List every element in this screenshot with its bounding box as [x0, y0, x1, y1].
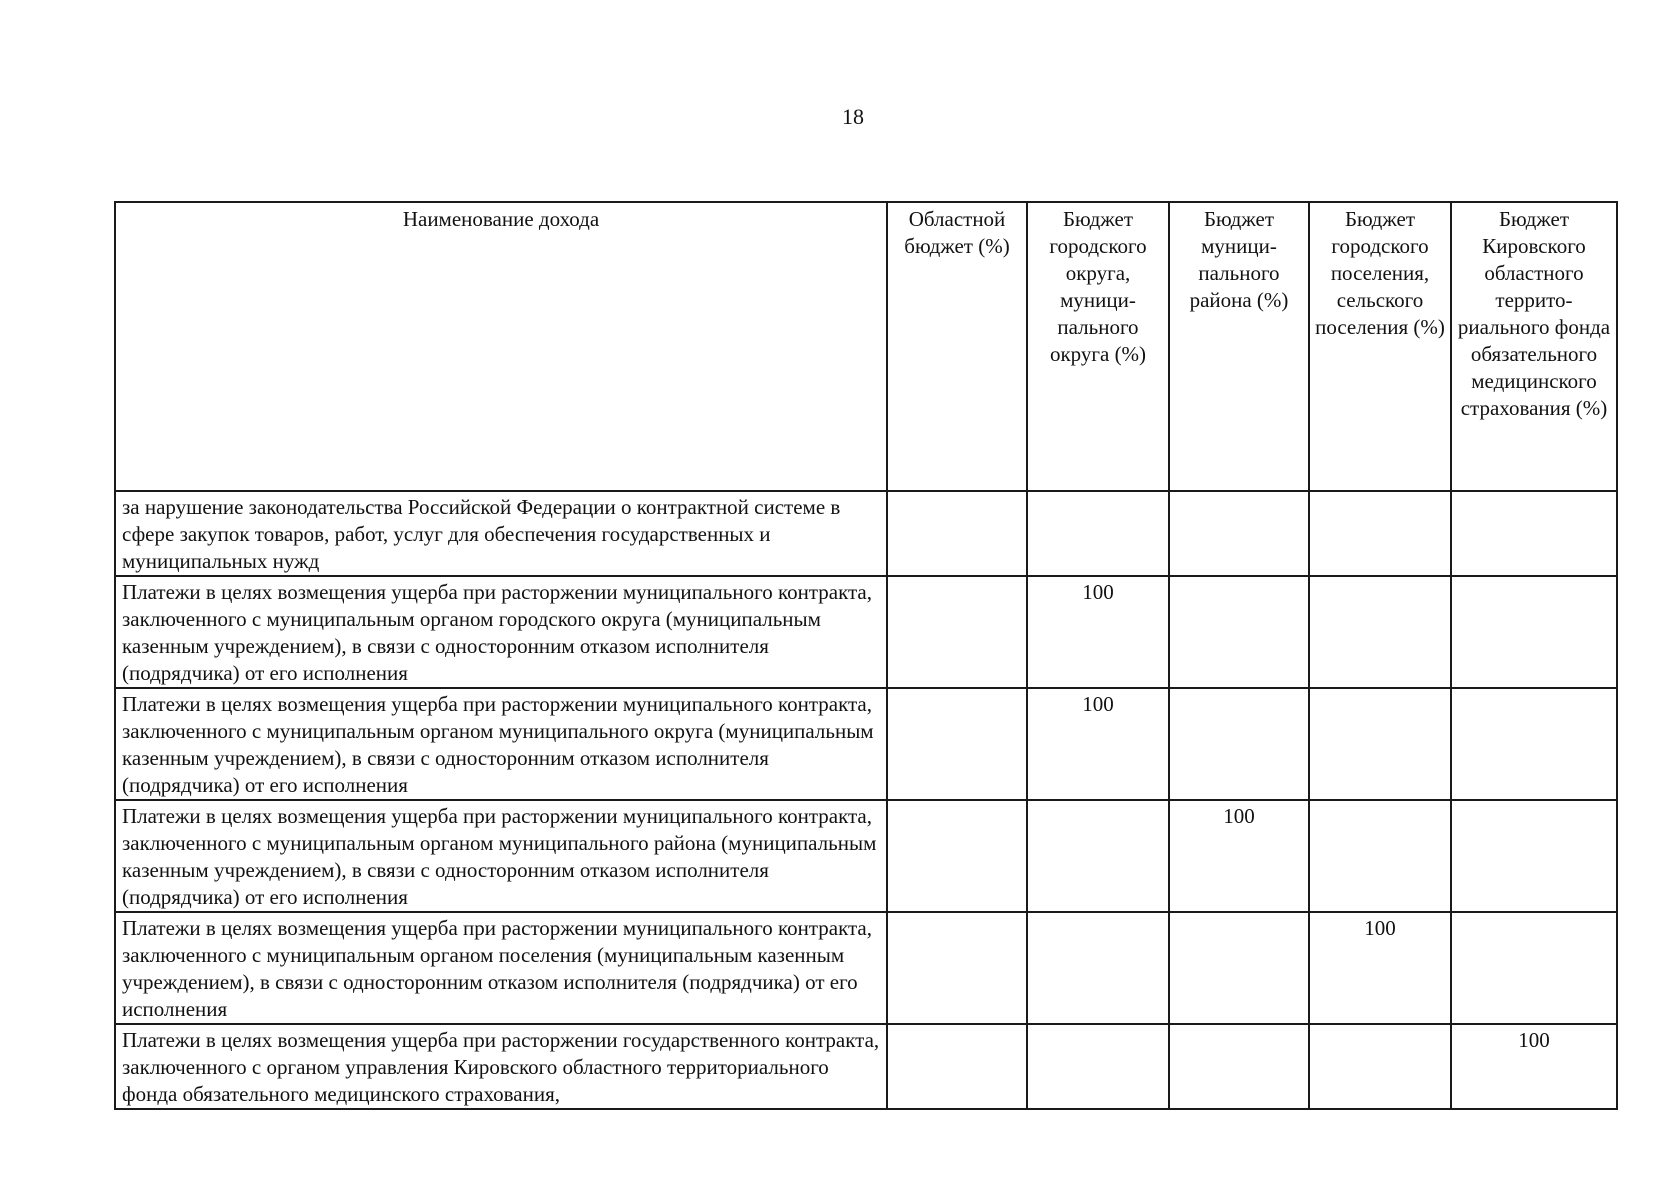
table-row [115, 576, 1617, 688]
income-name-cell: Платежи в целях возмещения ущерба при расторжении государственного контракта, заключенного с органом управления Кировского областного территориального фонда обязательного медицинского страхования, [115, 1024, 887, 1109]
municipal-district-budget-cell [1169, 491, 1309, 576]
income-name-cell: за нарушение законодательства Российской Федерации о контрактной системе в сфере закупок товаров, работ, услуг для обеспечения государственных и муниципальных нужд [115, 491, 887, 576]
settlement-budget-cell [1309, 688, 1451, 800]
regional-budget-cell [887, 912, 1027, 1024]
city-district-budget-cell [1027, 800, 1169, 912]
city-district-budget-cell [1027, 491, 1169, 576]
regional-budget-cell [887, 800, 1027, 912]
revenue-distribution-table [114, 201, 1618, 1110]
header-municipal-district-budget: Бюджет муници-пального района (%) [1169, 202, 1309, 491]
table-row [115, 688, 1617, 800]
health-fund-budget-cell: 100 [1451, 1024, 1617, 1109]
table-row [115, 1024, 1617, 1109]
city-district-budget-cell [1027, 1024, 1169, 1109]
income-name-cell: Платежи в целях возмещения ущерба при расторжении муниципального контракта, заключенного с муниципальным органом городского округа (муниципальным казенным учреждением), в связи с односторонним отказом исполнителя (подрядчика) от его исполнения [115, 576, 887, 688]
table-row [115, 800, 1617, 912]
table-header [115, 202, 1617, 491]
health-fund-budget-cell [1451, 576, 1617, 688]
health-fund-budget-cell [1451, 491, 1617, 576]
page-number: 18 [842, 104, 864, 129]
header-row [115, 202, 1617, 491]
settlement-budget-cell [1309, 800, 1451, 912]
regional-budget-cell [887, 688, 1027, 800]
income-name-cell: Платежи в целях возмещения ущерба при расторжении муниципального контракта, заключенного с муниципальным органом муниципального округа (муниципальным казенным учреждением), в связи с односторонним отказом исполнителя (подрядчика) от его исполнения [115, 688, 887, 800]
settlement-budget-cell [1309, 576, 1451, 688]
settlement-budget-cell [1309, 1024, 1451, 1109]
income-name-cell: Платежи в целях возмещения ущерба при расторжении муниципального контракта, заключенного с муниципальным органом поселения (муниципальным казенным учреждением), в связи с односторонним отказом исполнителя (подрядчика) от его исполнения [115, 912, 887, 1024]
income-name-cell: Платежи в целях возмещения ущерба при расторжении муниципального контракта, заключенного с муниципальным органом муниципального района (муниципальным казенным учреждением), в связи с односторонним отказом исполнителя (подрядчика) от его исполнения [115, 800, 887, 912]
table-row [115, 912, 1617, 1024]
header-income-name: Наименование дохода [115, 202, 887, 491]
table-body [115, 491, 1617, 1109]
municipal-district-budget-cell [1169, 912, 1309, 1024]
settlement-budget-cell: 100 [1309, 912, 1451, 1024]
municipal-district-budget-cell: 100 [1169, 800, 1309, 912]
health-fund-budget-cell [1451, 912, 1617, 1024]
settlement-budget-cell [1309, 491, 1451, 576]
regional-budget-cell [887, 491, 1027, 576]
regional-budget-cell [887, 576, 1027, 688]
municipal-district-budget-cell [1169, 688, 1309, 800]
health-fund-budget-cell [1451, 688, 1617, 800]
header-city-district-budget: Бюджет городского округа, муници-пального округа (%) [1027, 202, 1169, 491]
header-settlement-budget: Бюджет городского поселения, сельского поселения (%) [1309, 202, 1451, 491]
header-health-fund-budget: Бюджет Кировского областного террито-риального фонда обязательного медицинского страхования (%) [1451, 202, 1617, 491]
health-fund-budget-cell [1451, 800, 1617, 912]
table-row [115, 491, 1617, 576]
city-district-budget-cell: 100 [1027, 688, 1169, 800]
header-regional-budget: Областной бюджет (%) [887, 202, 1027, 491]
regional-budget-cell [887, 1024, 1027, 1109]
municipal-district-budget-cell [1169, 1024, 1309, 1109]
city-district-budget-cell: 100 [1027, 576, 1169, 688]
municipal-district-budget-cell [1169, 576, 1309, 688]
city-district-budget-cell [1027, 912, 1169, 1024]
